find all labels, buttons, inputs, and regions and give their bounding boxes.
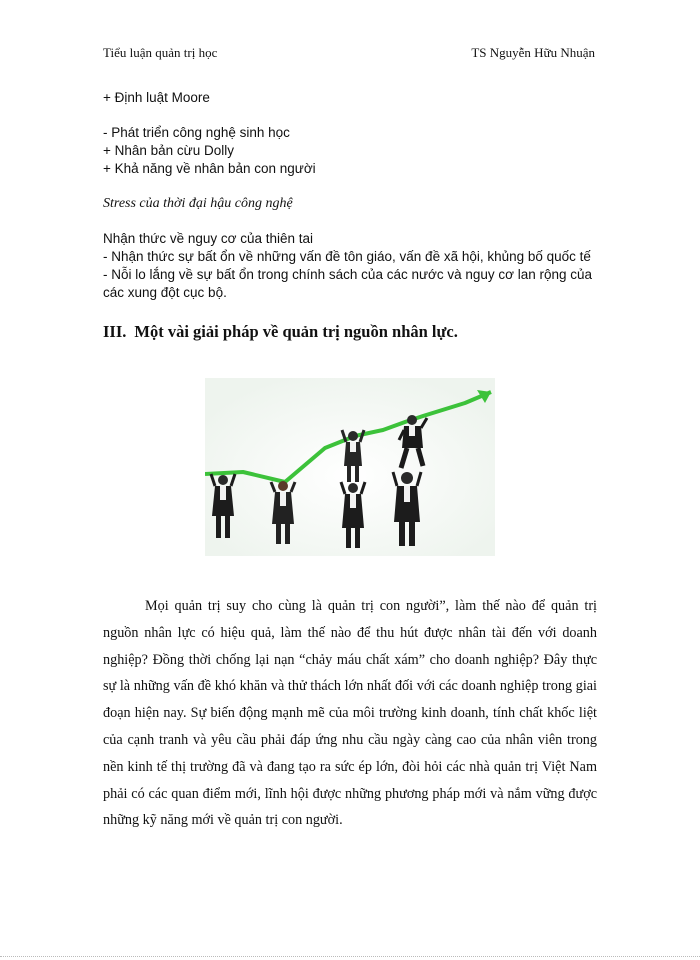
italic-subheading: Stress của thời đại hậu công nghệ: [103, 196, 293, 211]
list-item: Nhận thức về nguy cơ của thiên tai: [103, 231, 314, 246]
list-item: các xung đột cục bộ.: [103, 285, 227, 300]
growth-teamwork-illustration: [205, 378, 495, 556]
header-right-author: TS Nguyễn Hữu Nhuận: [471, 45, 595, 60]
section-title: Một vài giải pháp về quản trị nguồn nhân lực.: [134, 322, 458, 341]
list-item: - Nỗi lo lắng về sự bất ổn trong chính sách của các nước và nguy cơ lan rộng của: [103, 267, 593, 282]
list-stress: [103, 230, 592, 302]
section-number: III.: [103, 322, 127, 341]
header-left-title: Tiểu luận quản trị học: [103, 45, 218, 60]
section-heading: [103, 322, 458, 342]
page-bottom-divider: [0, 956, 700, 957]
body-paragraph: Mọi quản trị suy cho cùng là quản trị con người”, làm thế nào để quản trị nguồn nhân lực có hiệu quả, làm thế nào để thu hút được nhân tài đến với doanh nghiệp? Đồng thời chống lại nạn “chảy máu chất xám” cho doanh nghiệp? Đây thực sự là những vấn đề khó khăn và thử thách lớn nhất đối với các doanh nghiệp trong giai đoạn hiện nay. Sự biến động mạnh mẽ của môi trường kinh doanh, tính chất khốc liệt của cạnh tranh và yêu cầu phải đáp ứng nhu cầu ngày càng cao của nhân viên trong nền kinh tế thị trường đã và đang tạo ra sức ép lớn, đòi hỏi các nhà quản trị Việt Nam phải có các quan điểm mới, lĩnh hội được những phương pháp mới và nắm vững được những kỹ năng mới về quản trị con người.: [103, 598, 597, 829]
list-item: + Nhân bản cừu Dolly: [103, 143, 234, 158]
list-moore: [103, 89, 210, 107]
list-item: - Nhận thức sự bất ổn về những vấn đề tôn giáo, vấn đề xã hội, khủng bố quốc tế: [103, 249, 591, 264]
list-item: + Định luật Moore: [103, 90, 210, 105]
list-biotech: [103, 124, 316, 178]
list-item: + Khả năng về nhân bản con người: [103, 161, 316, 176]
list-item: - Phát triển công nghệ sinh học: [103, 125, 290, 140]
